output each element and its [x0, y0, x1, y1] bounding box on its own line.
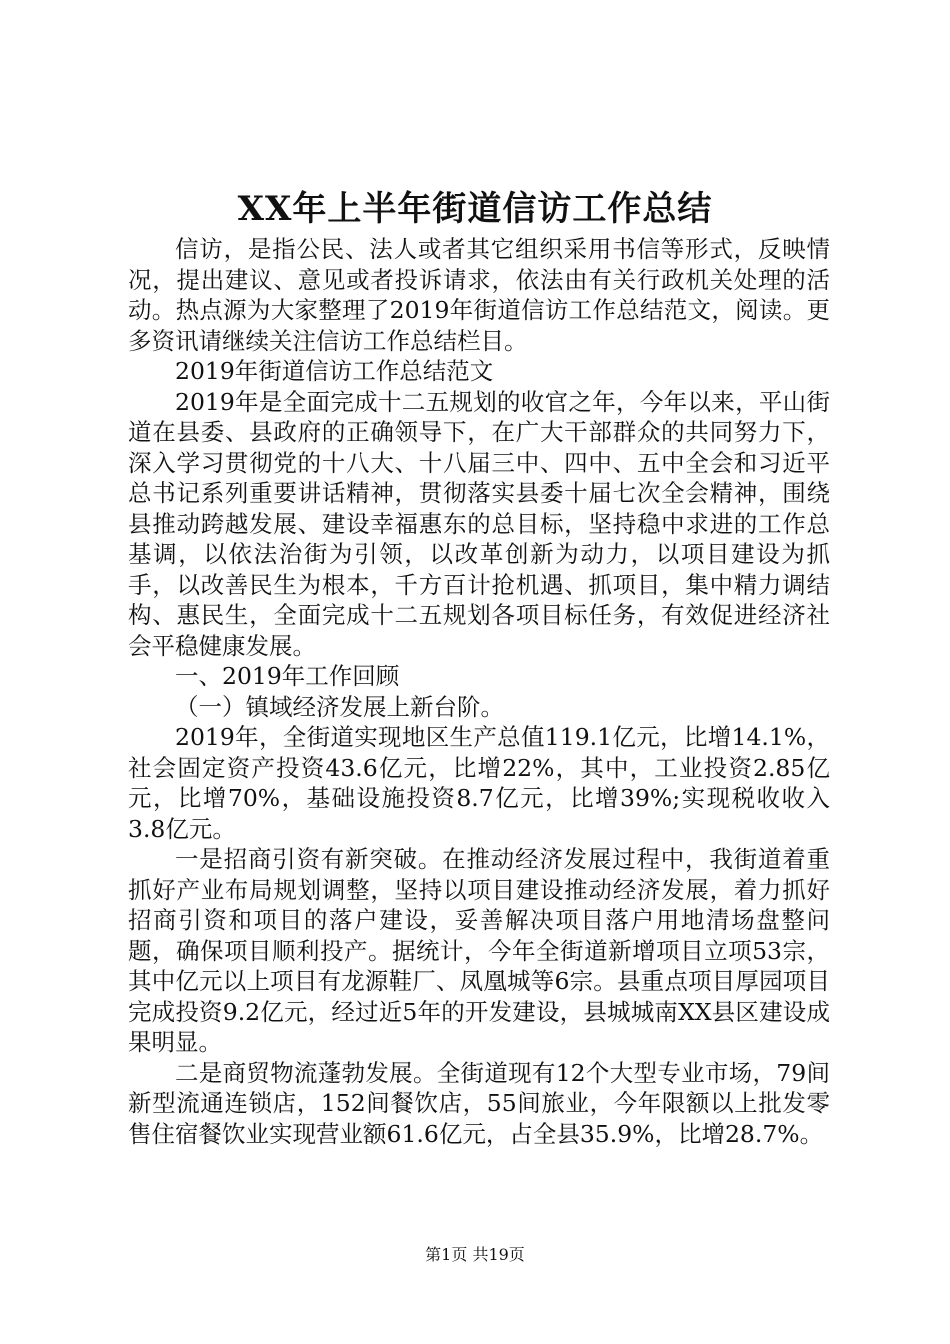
- paragraph-investment: 一是招商引资有新突破。在推动经济发展过程中，我街道着重抓好产业布局规划调整，坚持以项目建设推动经济发展，着力抓好招商引资和项目的落户建设，妥善解决项目落户用地清场盘整问题，确保项目顺利投产。据统计，今年全街道新增项目立项53宗，其中亿元以上项目有龙源鞋厂、凤凰城等6宗。县重点项目厚园项目完成投资9.2亿元，经过近5年的开发建设，县城城南XX县区建设成果明显。: [128, 845, 830, 1056]
- paragraph-subtitle: 2019年街道信访工作总结范文: [175, 357, 494, 385]
- document-title: XX年上半年街道信访工作总结: [237, 189, 713, 229]
- document-body: [128, 234, 830, 1149]
- paragraph-overview: 2019年是全面完成十二五规划的收官之年，今年以来，平山街道在县委、县政府的正确领导下，在广大干部群众的共同努力下，深入学习贯彻党的十八大、十八届三中、四中、五中全会和习近平总书记系列重要讲话精神，贯彻落实县委十届七次全会精神，围绕县推动跨越发展、建设幸福惠东的总目标，坚持稳中求进的工作总基调，以依法治街为引领，以改革创新为动力，以项目建设为抓手，以改善民生为根本，千方百计抢机遇、抓项目，集中精力调结构、惠民生，全面完成十二五规划各项目标任务，有效促进经济社会平稳健康发展。: [128, 387, 830, 660]
- subsection-heading: （一）镇域经济发展上新台阶。: [175, 692, 504, 721]
- page-number: 第1页 共19页: [425, 1245, 525, 1264]
- paragraph-economy-stats: 2019年，全街道实现地区生产总值119.1亿元，比增14.1%，社会固定资产投资43.6亿元，比增22%，其中，工业投资2.85亿元，比增70%，基础设施投资8.7亿元，比增39%;实现税收收入3.8亿元。: [128, 723, 830, 843]
- section-heading: 一、2019年工作回顾: [175, 662, 400, 690]
- paragraph-commerce: 二是商贸物流蓬勃发展。全街道现有12个大型专业市场，79间新型流通连锁店，152间餐饮店，55间旅业，今年限额以上批发零售住宿餐饮业实现营业额61.6亿元，占全县35.9%，比增28.7%。: [128, 1058, 830, 1148]
- paragraph-intro: 信访，是指公民、法人或者其它组织采用书信等形式，反映情况，提出建议、意见或者投诉请求，依法由有关行政机关处理的活动。热点源为大家整理了2019年街道信访工作总结范文，阅读。更多资讯请继续关注信访工作总结栏目。: [128, 235, 830, 355]
